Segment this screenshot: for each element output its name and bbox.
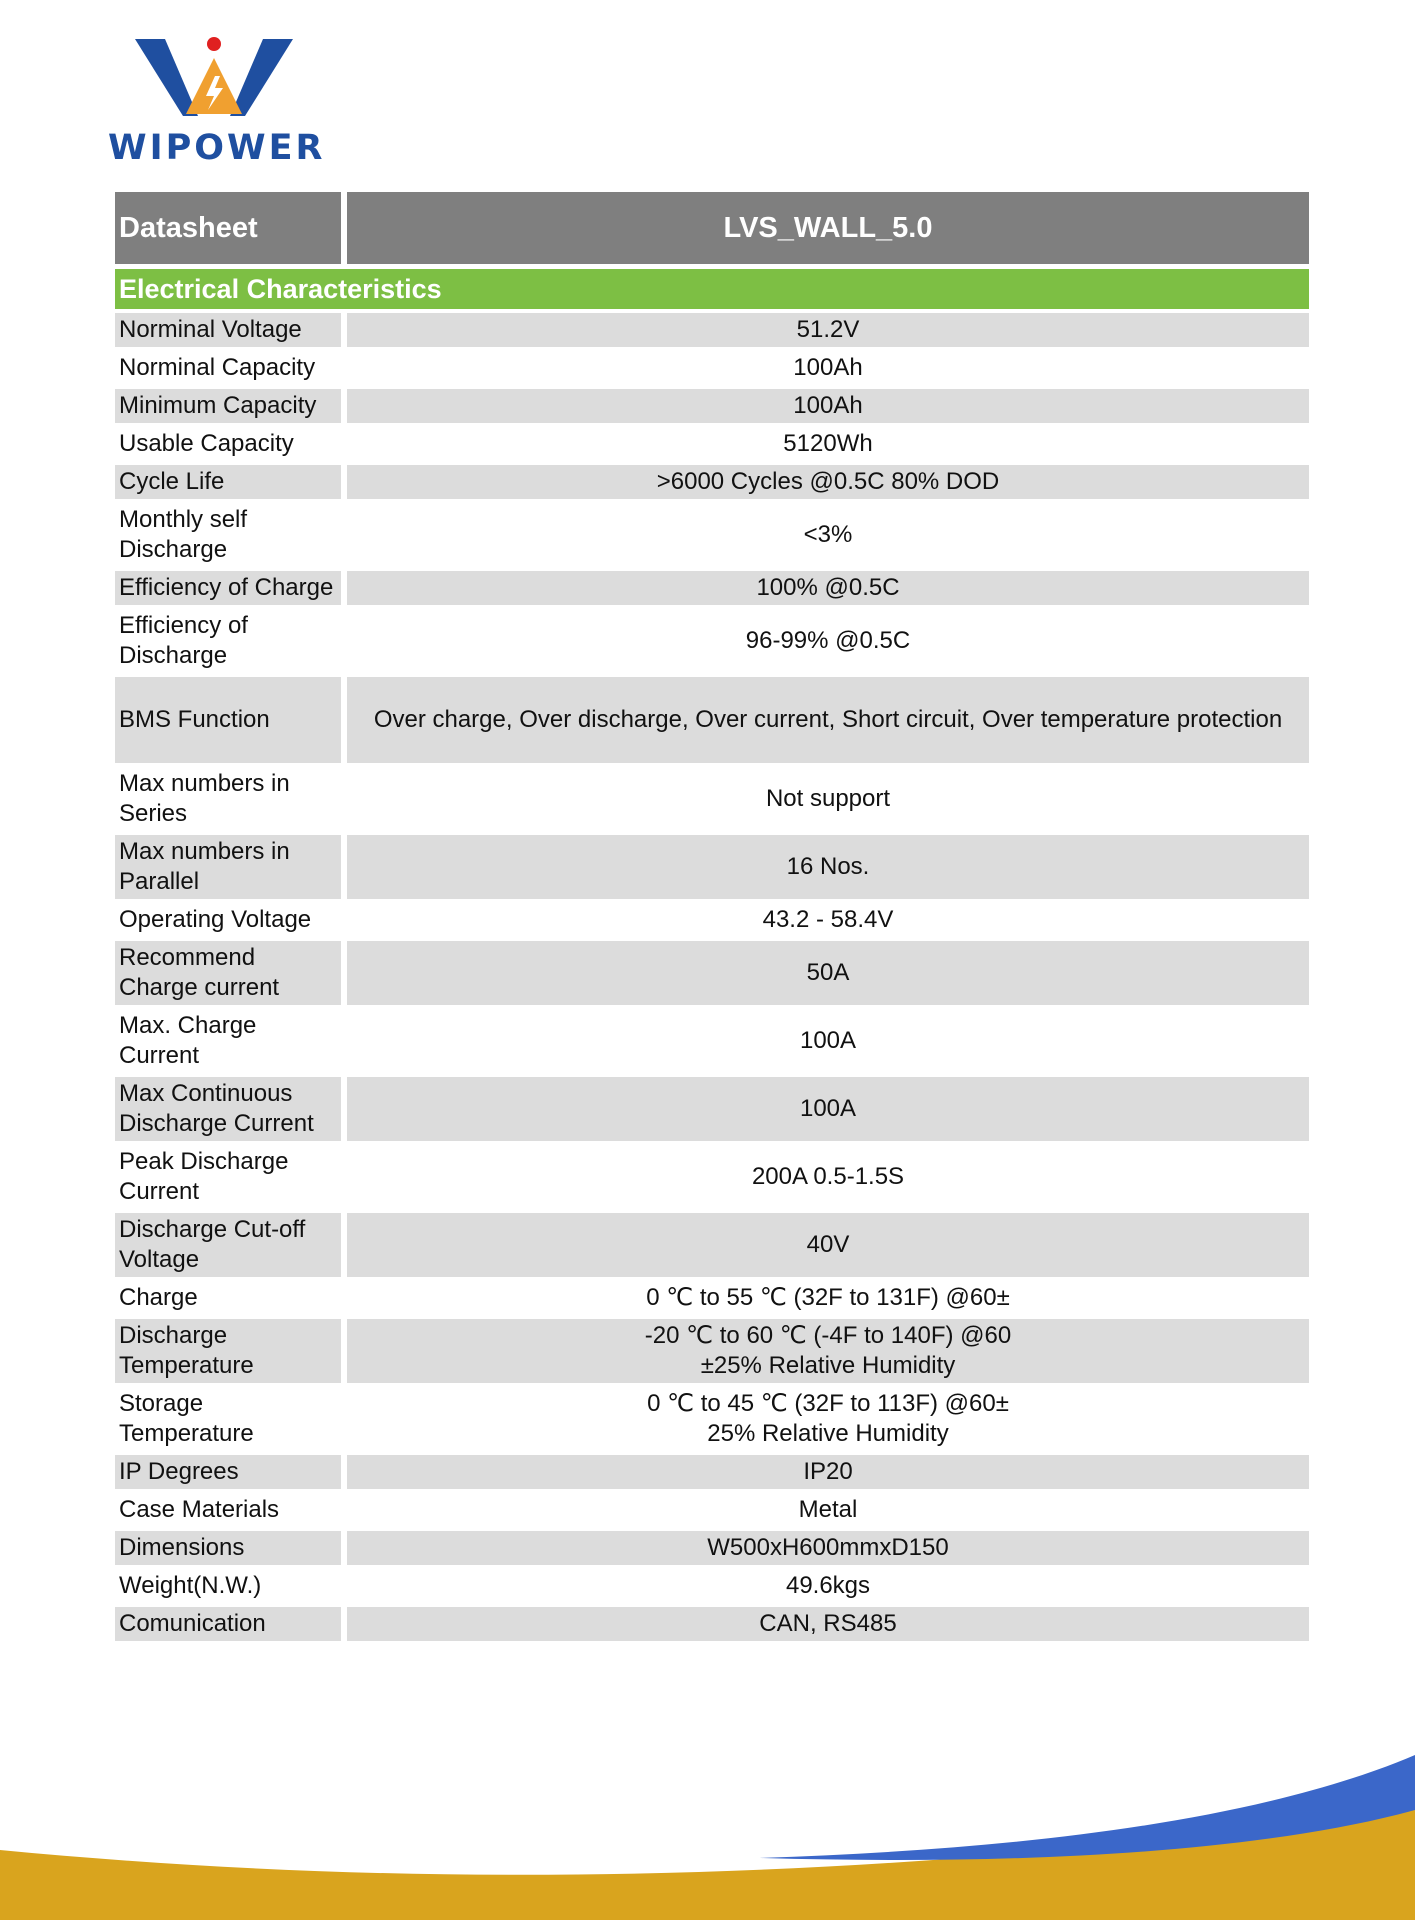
spec-label: Recommend Charge current	[115, 941, 341, 1005]
spec-value: 100Ah	[347, 389, 1309, 423]
spec-value: Metal	[798, 1496, 858, 1523]
spec-row	[115, 1569, 1309, 1603]
spec-row	[115, 835, 1309, 899]
spec-label: Norminal Voltage	[115, 313, 341, 347]
spec-value: 51.2V	[347, 313, 1309, 347]
spec-value: Not support	[765, 785, 891, 812]
spec-value: 43.2 - 58.4V	[762, 906, 894, 933]
section-title: Electrical Characteristics	[115, 269, 1309, 309]
spec-row	[115, 903, 1309, 937]
spec-row	[115, 1213, 1309, 1277]
spec-row	[115, 1281, 1309, 1315]
spec-value: 40V	[347, 1213, 1309, 1277]
spec-row	[115, 1009, 1309, 1073]
spec-row	[115, 1493, 1309, 1527]
spec-label: Max Continuous Discharge Current	[115, 1077, 341, 1141]
spec-value: 100% @0.5C	[347, 571, 1309, 605]
spec-value: 49.6kgs	[785, 1572, 871, 1599]
spec-row	[115, 1531, 1309, 1565]
spec-label: Comunication	[115, 1607, 341, 1641]
spec-label: Discharge Cut-off Voltage	[115, 1213, 341, 1277]
header-label: Datasheet	[115, 192, 341, 264]
spec-label: BMS Function	[115, 677, 341, 763]
spec-row	[115, 465, 1309, 499]
spec-label: Cycle Life	[115, 465, 341, 499]
spec-row	[115, 1387, 1309, 1451]
spec-row	[115, 1077, 1309, 1141]
spec-value: 5120Wh	[783, 430, 873, 457]
spec-label: Efficiency of Discharge	[119, 612, 248, 669]
table-header	[115, 192, 1309, 264]
spec-value: >6000 Cycles @0.5C 80% DOD	[347, 465, 1309, 499]
spec-rows	[115, 313, 1309, 1641]
spec-label: Max numbers in Series	[119, 770, 290, 827]
logo-mark-icon	[108, 36, 328, 136]
spec-value: -20 ℃ to 60 ℃ (-4F to 140F) @60 ±25% Relative Humidity	[347, 1319, 1309, 1383]
spec-label: Discharge Temperature	[115, 1319, 341, 1383]
spec-row	[115, 941, 1309, 1005]
spec-value: 0 ℃ to 45 ℃ (32F to 113F) @60± 25% Relative Humidity	[647, 1390, 1009, 1447]
spec-label: Charge	[119, 1284, 198, 1311]
spec-label: Operating Voltage	[119, 906, 312, 933]
spec-label: Monthly self Discharge	[119, 506, 248, 563]
spec-value: W500xH600mmxD150	[347, 1531, 1309, 1565]
spec-row	[115, 677, 1309, 763]
spec-row	[115, 1607, 1309, 1641]
datasheet-table	[115, 192, 1309, 1641]
spec-value: 100A	[799, 1027, 857, 1054]
spec-row	[115, 1319, 1309, 1383]
spec-row	[115, 767, 1309, 831]
spec-value: 200A 0.5-1.5S	[751, 1163, 905, 1190]
spec-label: IP Degrees	[115, 1455, 341, 1489]
model-name: LVS_WALL_5.0	[347, 192, 1309, 264]
spec-value: 100Ah	[793, 354, 863, 381]
spec-row	[115, 609, 1309, 673]
brand-name: WIPOWER	[108, 128, 326, 168]
spec-label: Minimum Capacity	[115, 389, 341, 423]
spec-label: Usable Capacity	[119, 430, 294, 457]
spec-label: Dimensions	[115, 1531, 341, 1565]
spec-row	[115, 503, 1309, 567]
spec-value: IP20	[347, 1455, 1309, 1489]
spec-value: CAN, RS485	[347, 1607, 1309, 1641]
spec-value: Over charge, Over discharge, Over current, Short circuit, Over temperature protection	[347, 677, 1309, 763]
spec-label: Norminal Capacity	[119, 354, 316, 381]
spec-value: 96-99% @0.5C	[745, 627, 911, 654]
spec-row	[115, 313, 1309, 347]
spec-value: 100A	[347, 1077, 1309, 1141]
spec-value: <3%	[803, 521, 853, 548]
spec-label: Efficiency of Charge	[115, 571, 341, 605]
spec-row	[115, 571, 1309, 605]
spec-row	[115, 427, 1309, 461]
spec-label: Peak Discharge Current	[119, 1148, 289, 1205]
spec-row	[115, 389, 1309, 423]
spec-label: Weight(N.W.)	[119, 1572, 262, 1599]
spec-label: Max. Charge Current	[119, 1012, 257, 1069]
spec-label: Storage Temperature	[119, 1390, 254, 1447]
spec-value: 0 ℃ to 55 ℃ (32F to 131F) @60±	[646, 1284, 1010, 1311]
wipower-logo	[108, 36, 328, 166]
spec-row	[115, 1145, 1309, 1209]
spec-value: 50A	[347, 941, 1309, 1005]
spec-row	[115, 1455, 1309, 1489]
spec-label: Max numbers in Parallel	[115, 835, 341, 899]
spec-value: 16 Nos.	[347, 835, 1309, 899]
spec-row	[115, 351, 1309, 385]
footer-wave	[0, 1740, 1415, 1920]
spec-label: Case Materials	[119, 1496, 280, 1523]
